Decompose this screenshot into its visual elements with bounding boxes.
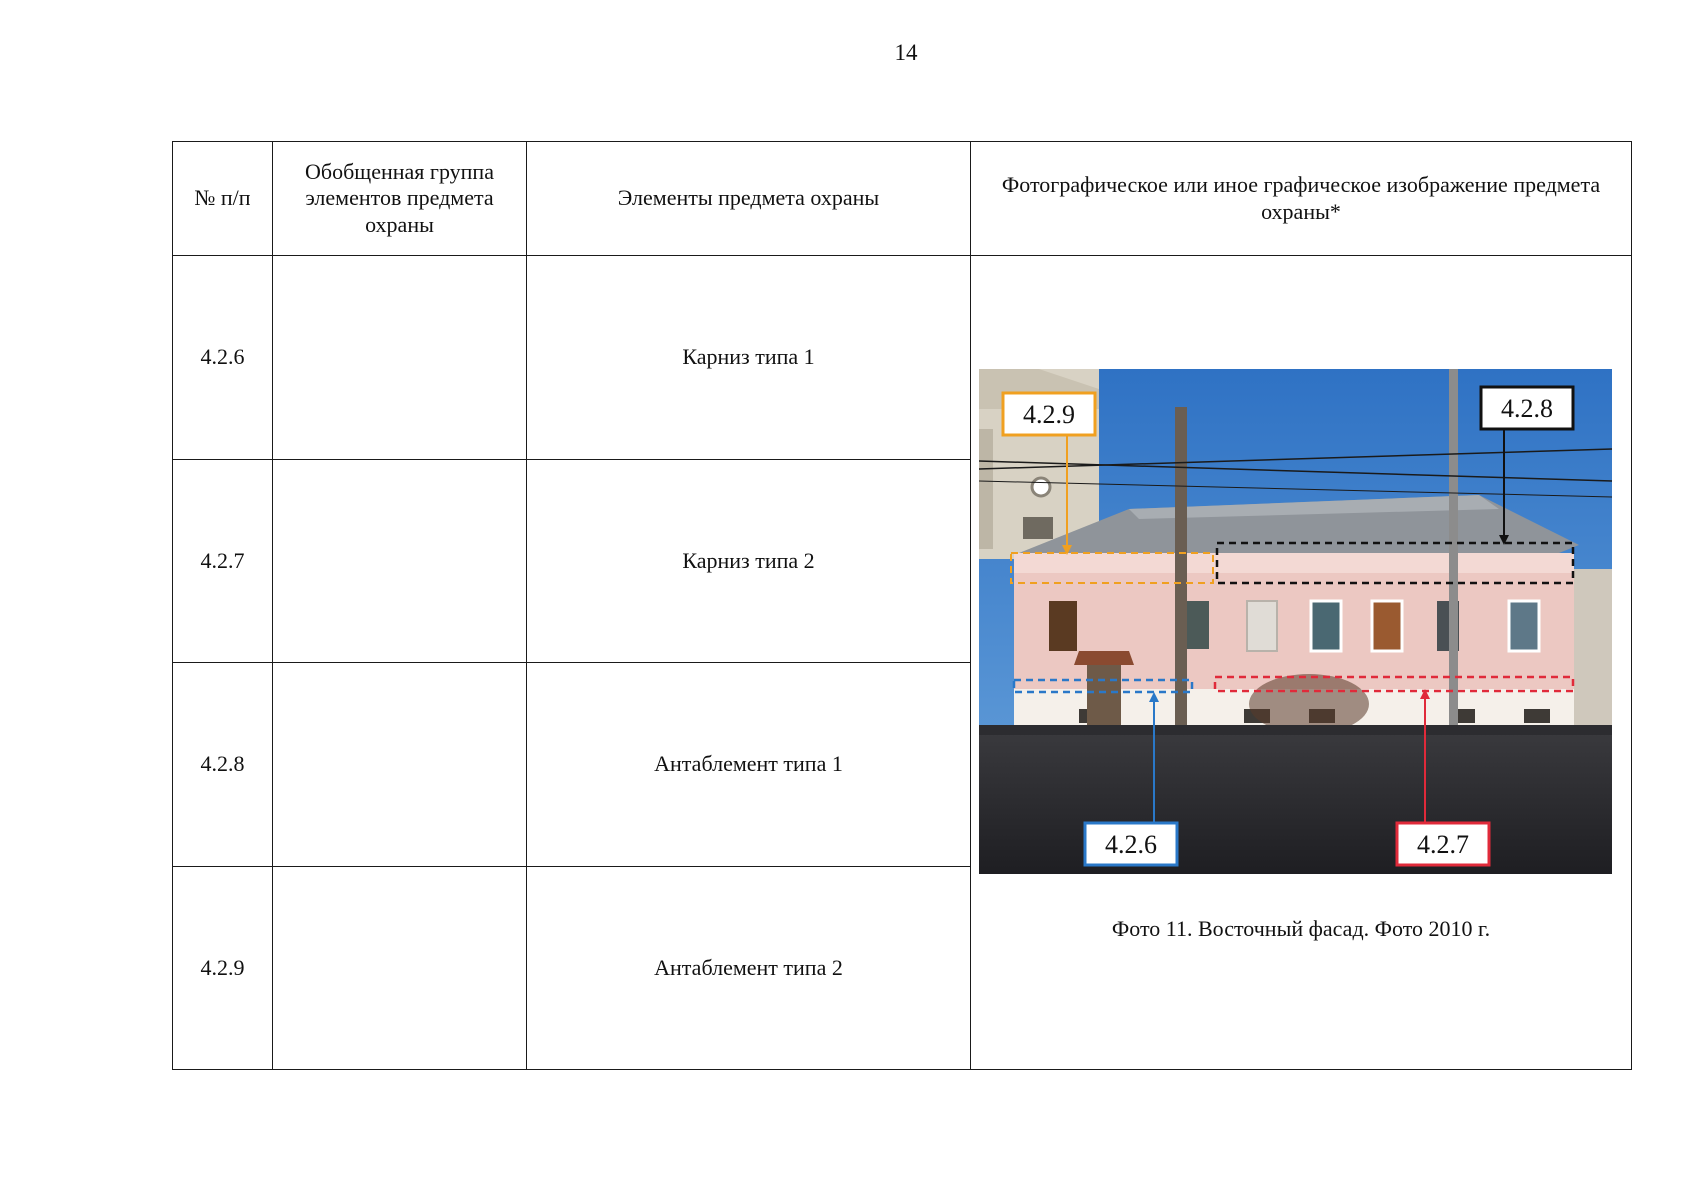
facade-photo-illustration: [979, 369, 1612, 874]
header-elements: Элементы предмета охраны: [527, 142, 971, 256]
svg-text:4.2.9: 4.2.9: [1023, 400, 1075, 429]
svg-text:4.2.7: 4.2.7: [1417, 830, 1469, 859]
row-element: Карниз типа 2: [527, 459, 971, 663]
svg-text:4.2.8: 4.2.8: [1501, 394, 1553, 423]
photo-cell: [971, 256, 1632, 1070]
table-row: [173, 256, 1632, 460]
label-4-2-6: [1085, 823, 1177, 865]
pole-right: [1449, 369, 1458, 739]
photo-caption: Фото 11. Восточный фасад. Фото 2010 г.: [1111, 916, 1491, 941]
header-group: Обобщенная группа элементов предмета охраны: [273, 142, 527, 256]
row-element: Карниз типа 1: [527, 256, 971, 460]
label-4-2-7: [1397, 823, 1489, 865]
facade-photo: [979, 369, 1612, 874]
road: [979, 729, 1612, 874]
header-image: Фотографическое или иное графическое изображение предмета охраны*: [971, 142, 1632, 256]
label-4-2-9: [1003, 393, 1095, 435]
row-group: [273, 256, 527, 460]
svg-text:4.2.6: 4.2.6: [1105, 830, 1157, 859]
row-group: [273, 866, 527, 1070]
protection-elements-table: [172, 141, 1632, 1070]
row-element: Антаблемент типа 1: [527, 663, 971, 867]
row-number: 4.2.6: [173, 256, 273, 460]
label-4-2-8: [1481, 387, 1573, 429]
row-number: 4.2.9: [173, 866, 273, 1070]
row-group: [273, 663, 527, 867]
row-number: 4.2.8: [173, 663, 273, 867]
row-element: Антаблемент типа 2: [527, 866, 971, 1070]
row-number: 4.2.7: [173, 459, 273, 663]
table-header-row: [173, 142, 1632, 256]
pole-left: [1175, 407, 1187, 737]
page-number: 14: [894, 40, 918, 65]
header-number: № п/п: [173, 142, 273, 256]
row-group: [273, 459, 527, 663]
